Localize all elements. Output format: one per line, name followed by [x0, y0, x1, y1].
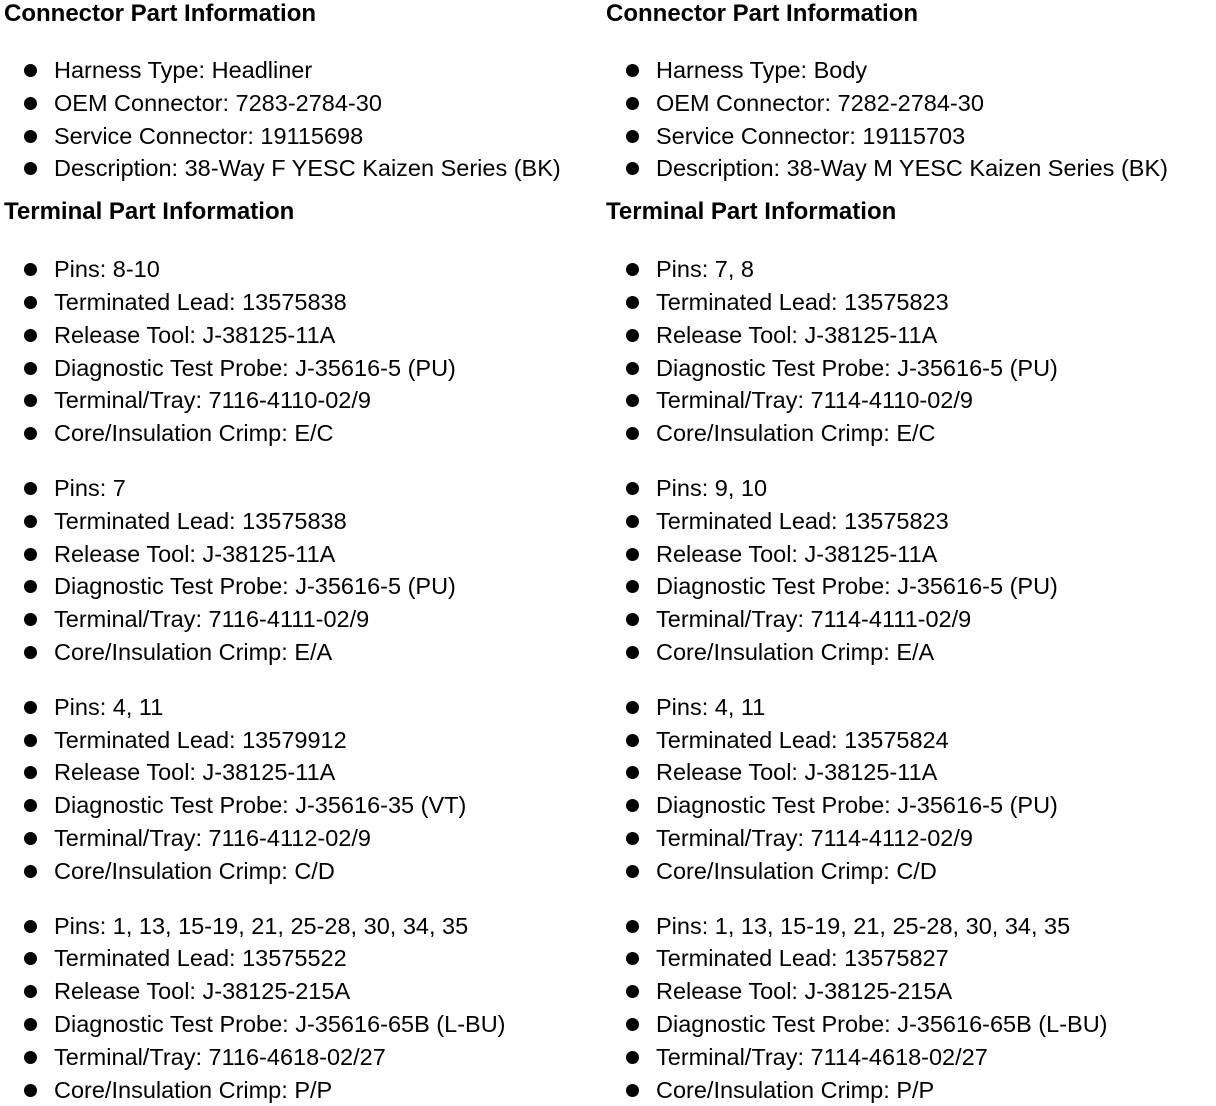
right-column [606, 0, 1212, 1106]
bullet-icon [24, 64, 37, 77]
list-item-text: Terminal/Tray: 7114-4110-02/9 [656, 387, 973, 414]
list-item-text: Diagnostic Test Probe: J-35616-5 (PU) [54, 573, 456, 600]
list-item [606, 384, 1212, 417]
list-item [606, 724, 1212, 757]
list-item [606, 87, 1212, 120]
bullet-icon [626, 985, 639, 998]
bullet-icon [24, 613, 37, 626]
list-item-text: Pins: 7 [54, 474, 126, 501]
list-item-text: Diagnostic Test Probe: J-35616-5 (PU) [656, 573, 1058, 600]
list-item-text: Terminated Lead: 13575823 [656, 288, 949, 315]
list-item [4, 910, 604, 943]
list-item [606, 822, 1212, 855]
list-item [606, 417, 1212, 450]
terminal-group [606, 472, 1212, 669]
terminal-group [4, 253, 604, 450]
list-item [606, 253, 1212, 286]
list-item-text: Diagnostic Test Probe: J-35616-35 (VT) [54, 792, 467, 819]
bullet-icon [626, 701, 639, 714]
list-item [606, 538, 1212, 571]
bullet-icon [626, 362, 639, 375]
terminal-group [4, 691, 604, 888]
connector-part-list [606, 54, 1212, 185]
list-item [606, 942, 1212, 975]
bullet-icon [24, 162, 37, 175]
list-item-text: Terminated Lead: 13579912 [54, 726, 347, 753]
bullet-icon [24, 799, 37, 812]
list-item-text: Core/Insulation Crimp: P/P [54, 1076, 333, 1103]
list-item-text: Service Connector: 19115703 [656, 122, 966, 149]
terminal-part-heading: Terminal Part Information [4, 198, 295, 226]
bullet-icon [24, 1051, 37, 1064]
list-item-text: Terminal/Tray: 7114-4112-02/9 [656, 824, 973, 851]
list-item [606, 152, 1212, 185]
list-item [606, 855, 1212, 888]
bullet-icon [626, 613, 639, 626]
list-item [4, 636, 604, 669]
list-item [4, 472, 604, 505]
list-item-text: Terminated Lead: 13575827 [656, 945, 949, 972]
bullet-icon [24, 1018, 37, 1031]
list-item [4, 54, 604, 87]
bullet-icon [626, 920, 639, 933]
list-item [606, 505, 1212, 538]
terminal-group [4, 910, 604, 1106]
list-item [4, 253, 604, 286]
list-item [606, 570, 1212, 603]
list-item [4, 691, 604, 724]
list-item [4, 942, 604, 975]
list-item [4, 286, 604, 319]
bullet-icon [24, 548, 37, 561]
bullet-icon [626, 1084, 639, 1097]
list-item-text: Release Tool: J-38125-215A [54, 978, 351, 1005]
list-item-text: Terminated Lead: 13575823 [656, 507, 949, 534]
list-item [4, 855, 604, 888]
bullet-icon [626, 952, 639, 965]
bullet-icon [24, 865, 37, 878]
list-item [4, 603, 604, 636]
bullet-icon [626, 329, 639, 342]
list-item-text: Terminated Lead: 13575522 [54, 945, 347, 972]
bullet-icon [24, 832, 37, 845]
list-item-text: Terminated Lead: 13575838 [54, 507, 347, 534]
list-item-text: Release Tool: J-38125-11A [656, 540, 938, 567]
terminal-part-heading: Terminal Part Information [606, 198, 897, 226]
bullet-icon [626, 865, 639, 878]
list-item-text: Release Tool: J-38125-11A [54, 540, 336, 567]
list-item-text: Core/Insulation Crimp: C/D [54, 857, 335, 884]
list-item-text: Release Tool: J-38125-11A [656, 321, 938, 348]
list-item-text: Pins: 7, 8 [656, 256, 754, 283]
bullet-icon [24, 515, 37, 528]
list-item-text: Diagnostic Test Probe: J-35616-65B (L-BU) [656, 1010, 1108, 1037]
list-item-text: Terminal/Tray: 7116-4110-02/9 [54, 387, 371, 414]
list-item-text: Description: 38-Way F YESC Kaizen Series (BK) [54, 155, 561, 182]
list-item-text: Terminal/Tray: 7114-4111-02/9 [656, 606, 972, 633]
list-item-text: Diagnostic Test Probe: J-35616-5 (PU) [656, 354, 1058, 381]
terminal-group [606, 253, 1212, 450]
bullet-icon [626, 1018, 639, 1031]
list-item [4, 152, 604, 185]
bullet-icon [626, 64, 639, 77]
list-item [606, 636, 1212, 669]
connector-part-heading: Connector Part Information [606, 0, 919, 27]
connector-part-heading: Connector Part Information [4, 0, 317, 27]
bullet-icon [24, 766, 37, 779]
list-item [606, 1008, 1212, 1041]
list-item [606, 603, 1212, 636]
bullet-icon [24, 920, 37, 933]
list-item [606, 286, 1212, 319]
list-item-text: Terminated Lead: 13575838 [54, 288, 347, 315]
list-item-text: Core/Insulation Crimp: C/D [656, 857, 937, 884]
list-item-text: Terminal/Tray: 7116-4618-02/27 [54, 1043, 386, 1070]
list-item [4, 822, 604, 855]
bullet-icon [24, 482, 37, 495]
list-item-text: Pins: 1, 13, 15-19, 21, 25-28, 30, 34, 35 [656, 912, 1071, 939]
bullet-icon [24, 362, 37, 375]
list-item [606, 54, 1212, 87]
list-item-text: Release Tool: J-38125-215A [656, 978, 953, 1005]
bullet-icon [24, 646, 37, 659]
list-item-text: Diagnostic Test Probe: J-35616-5 (PU) [656, 792, 1058, 819]
list-item-text: Pins: 4, 11 [54, 693, 164, 720]
bullet-icon [626, 263, 639, 276]
list-item [606, 1074, 1212, 1106]
list-item [4, 120, 604, 153]
list-item [606, 319, 1212, 352]
list-item-text: Core/Insulation Crimp: E/A [656, 638, 935, 665]
bullet-icon [626, 97, 639, 110]
list-item-text: OEM Connector: 7283-2784-30 [54, 89, 382, 116]
bullet-icon [24, 263, 37, 276]
list-item-text: Pins: 4, 11 [656, 693, 766, 720]
list-item [4, 1041, 604, 1074]
list-item-text: Pins: 1, 13, 15-19, 21, 25-28, 30, 34, 35 [54, 912, 469, 939]
bullet-icon [24, 296, 37, 309]
bullet-icon [626, 580, 639, 593]
bullet-icon [626, 130, 639, 143]
list-item [606, 691, 1212, 724]
list-item-text: Core/Insulation Crimp: P/P [656, 1076, 935, 1103]
bullet-icon [626, 799, 639, 812]
terminal-group [606, 691, 1212, 888]
list-item-text: Terminal/Tray: 7116-4111-02/9 [54, 606, 370, 633]
list-item-text: Core/Insulation Crimp: E/C [54, 420, 334, 447]
list-item-text: Terminal/Tray: 7114-4618-02/27 [656, 1043, 988, 1070]
list-item [4, 505, 604, 538]
list-item-text: Release Tool: J-38125-11A [656, 759, 938, 786]
list-item [606, 472, 1212, 505]
bullet-icon [626, 734, 639, 747]
bullet-icon [626, 832, 639, 845]
list-item-text: Pins: 8-10 [54, 256, 160, 283]
bullet-icon [626, 766, 639, 779]
list-item-text: Description: 38-Way M YESC Kaizen Series (BK) [656, 155, 1168, 182]
bullet-icon [626, 1051, 639, 1064]
bullet-icon [24, 427, 37, 440]
list-item-text: Terminal/Tray: 7116-4112-02/9 [54, 824, 371, 851]
list-item-text: Service Connector: 19115698 [54, 122, 364, 149]
list-item [4, 570, 604, 603]
connector-part-list [4, 54, 604, 185]
list-item [4, 538, 604, 571]
list-item [606, 756, 1212, 789]
list-item [4, 756, 604, 789]
bullet-icon [24, 1084, 37, 1097]
list-item [606, 910, 1212, 943]
bullet-icon [24, 580, 37, 593]
bullet-icon [626, 162, 639, 175]
list-item-text: Diagnostic Test Probe: J-35616-65B (L-BU) [54, 1010, 506, 1037]
bullet-icon [24, 329, 37, 342]
list-item-text: OEM Connector: 7282-2784-30 [656, 89, 984, 116]
left-column [4, 0, 604, 1106]
bullet-icon [24, 952, 37, 965]
list-item [4, 417, 604, 450]
list-item [4, 384, 604, 417]
list-item [4, 724, 604, 757]
list-item-text: Core/Insulation Crimp: E/A [54, 638, 333, 665]
bullet-icon [24, 985, 37, 998]
list-item-text: Harness Type: Body [656, 57, 868, 83]
terminal-group [4, 472, 604, 669]
list-item [4, 319, 604, 352]
bullet-icon [626, 296, 639, 309]
list-item-text: Diagnostic Test Probe: J-35616-5 (PU) [54, 354, 456, 381]
list-item [4, 1008, 604, 1041]
list-item [606, 975, 1212, 1008]
bullet-icon [24, 394, 37, 407]
bullet-icon [24, 701, 37, 714]
list-item [4, 975, 604, 1008]
list-item [606, 1041, 1212, 1074]
bullet-icon [626, 482, 639, 495]
list-item-text: Core/Insulation Crimp: E/C [656, 420, 936, 447]
list-item-text: Release Tool: J-38125-11A [54, 321, 336, 348]
terminal-group [606, 910, 1212, 1106]
list-item [4, 87, 604, 120]
list-item [4, 352, 604, 385]
list-item [4, 789, 604, 822]
bullet-icon [626, 427, 639, 440]
list-item-text: Harness Type: Headliner [54, 57, 313, 83]
list-item-text: Terminated Lead: 13575824 [656, 726, 949, 753]
bullet-icon [626, 394, 639, 407]
bullet-icon [626, 515, 639, 528]
list-item [606, 120, 1212, 153]
list-item [4, 1074, 604, 1106]
list-item-text: Pins: 9, 10 [656, 474, 768, 501]
bullet-icon [24, 130, 37, 143]
bullet-icon [24, 734, 37, 747]
bullet-icon [626, 646, 639, 659]
list-item [606, 352, 1212, 385]
list-item [606, 789, 1212, 822]
bullet-icon [626, 548, 639, 561]
bullet-icon [24, 97, 37, 110]
list-item-text: Release Tool: J-38125-11A [54, 759, 336, 786]
